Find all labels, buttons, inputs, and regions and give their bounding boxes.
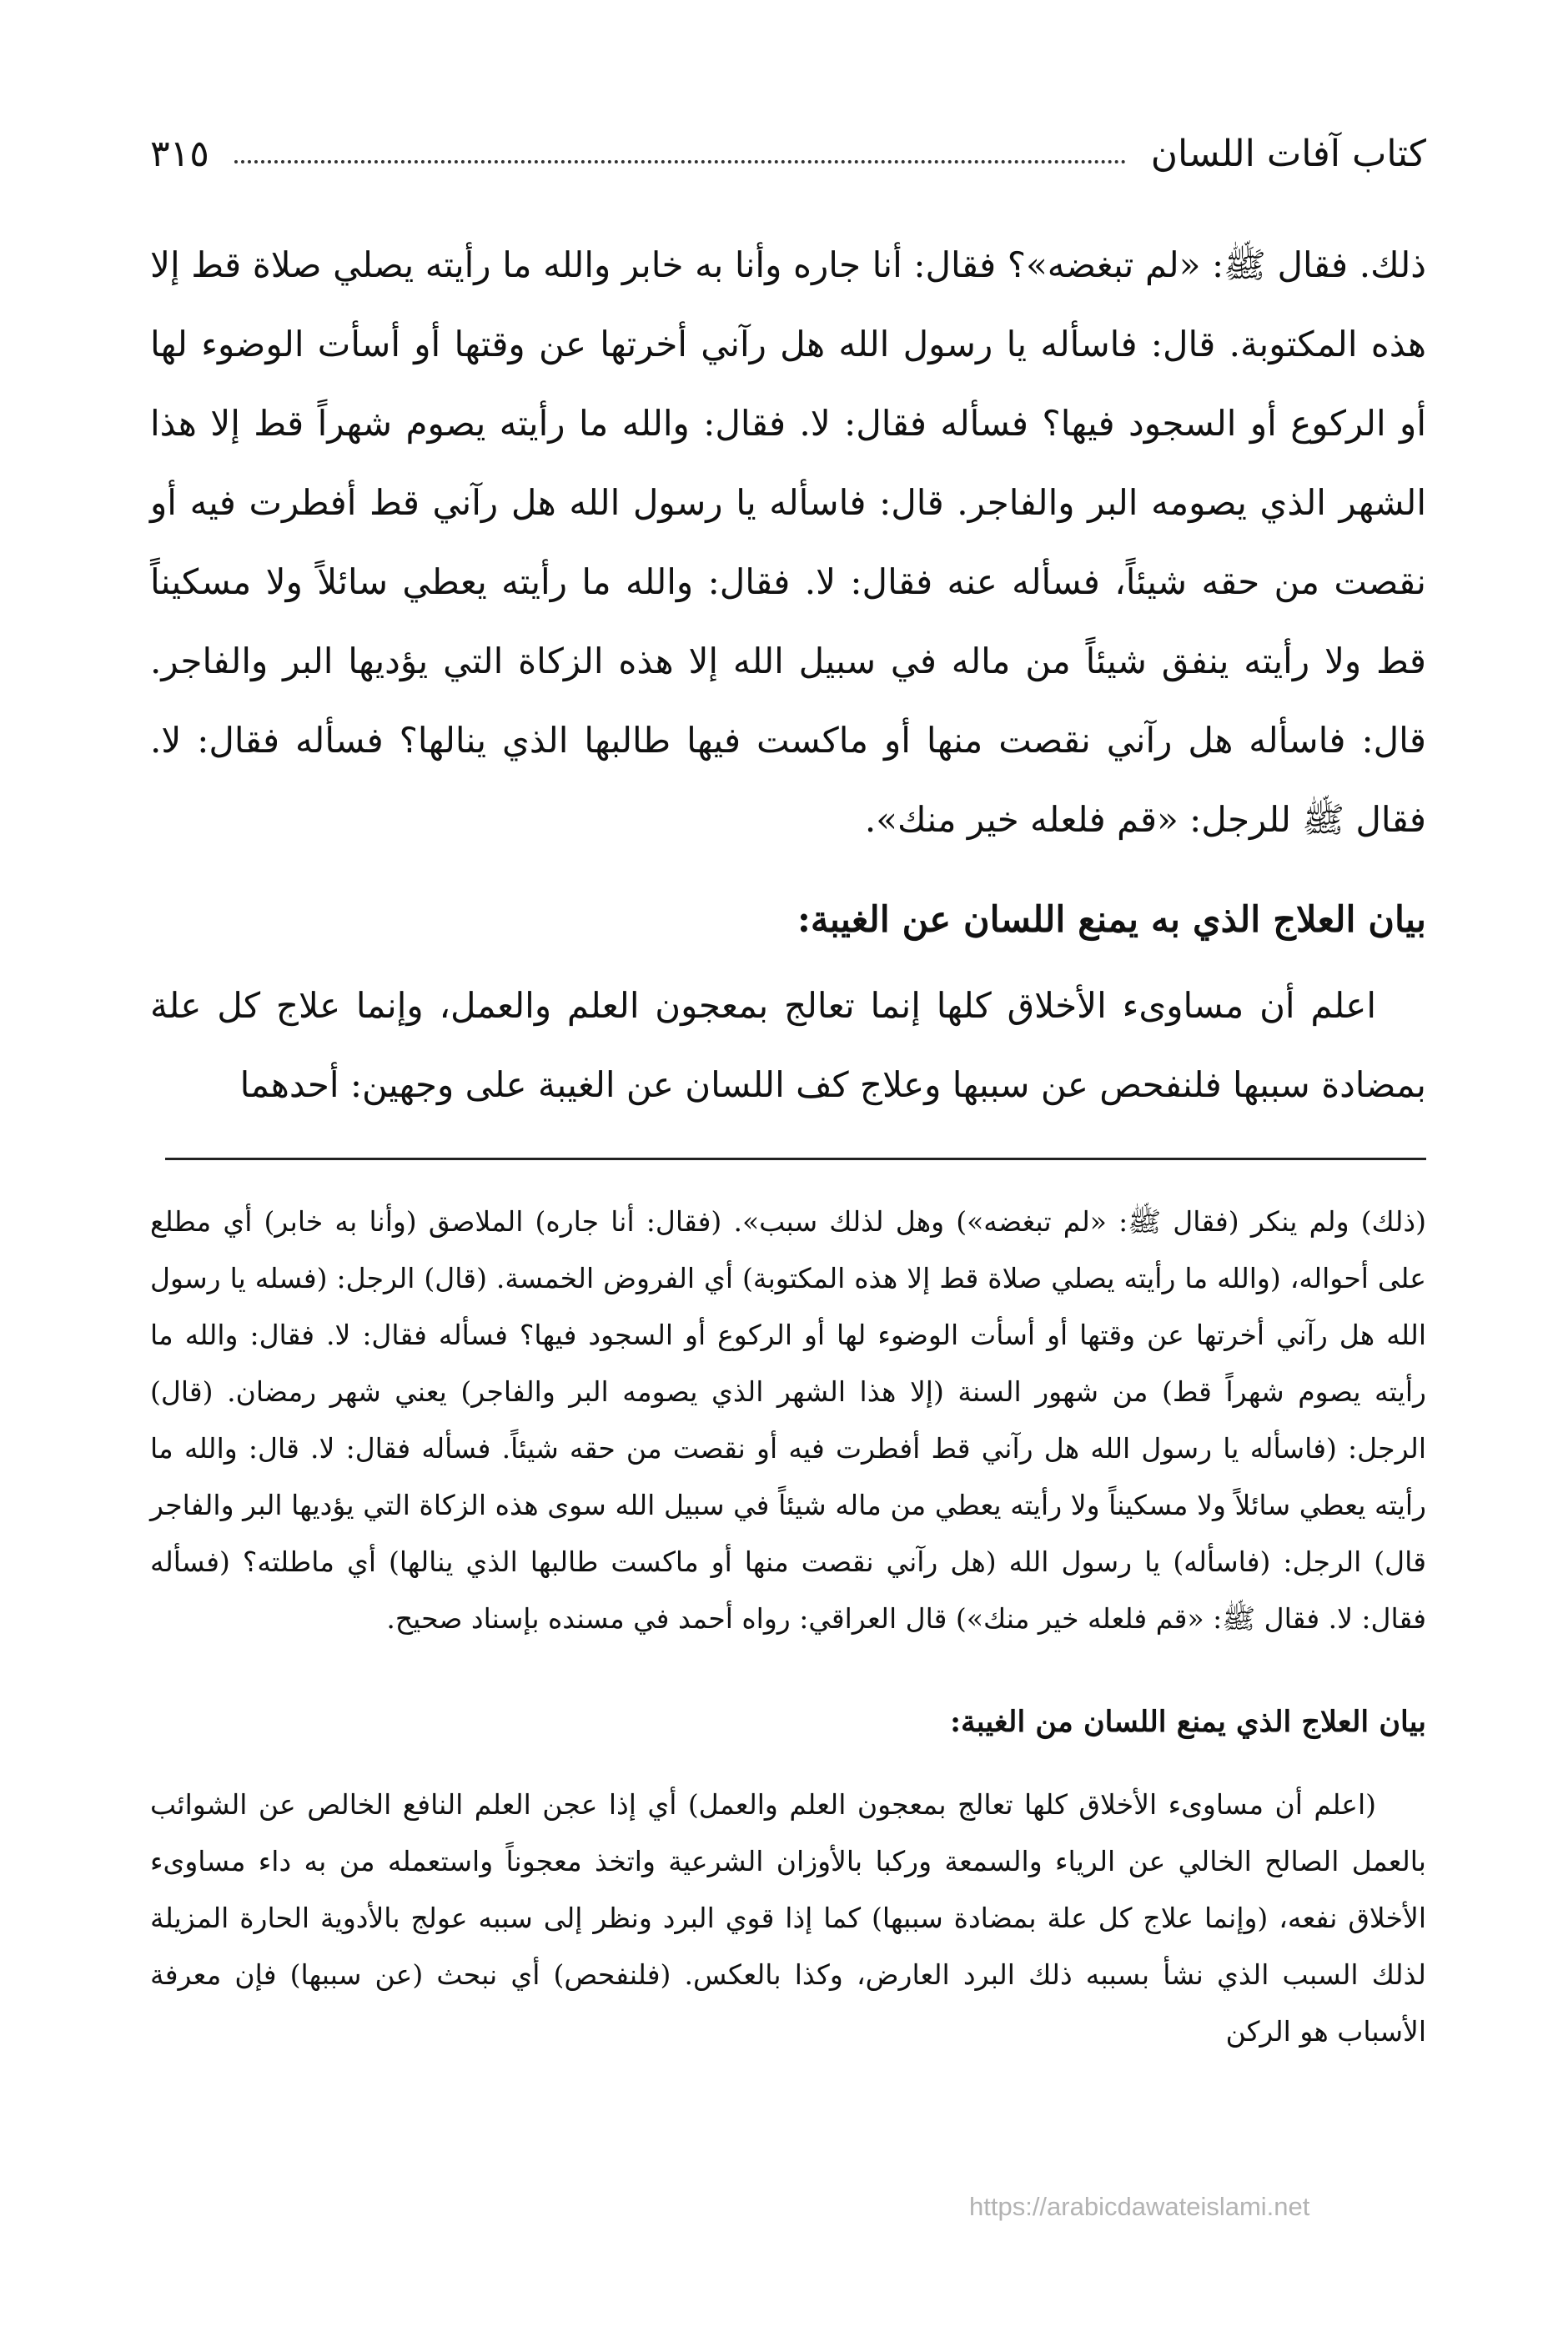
dotted-leader bbox=[234, 160, 1126, 163]
commentary-block bbox=[150, 1194, 1426, 2060]
book-page bbox=[150, 117, 1426, 2060]
commentary-paragraph: (ذلك) ولم ينكر (فقال ﷺ: «لم تبغضه») وهل لذلك سبب». (فقال: أنا جاره) الملاصق (وأنا به خابر) أي مطلع على أحواله، (والله ما رأيته يصلي صلاة قط إلا هذه المكتوبة) أي الفروض الخمسة. (قال) الرجل: (فسله يا رسول الله هل رآني أخرتها عن وقتها أو أسأت الوضوء لها أو الركوع أو السجود فيها؟ فسأله فقال: لا. فقال: والله ما رأيته يصوم شهراً قط) من شهور السنة (إلا هذا الشهر الذي يصومه البر والفاجر) يعني شهر رمضان. (قال) الرجل: (فاسأله يا رسول الله هل رآني قط أفطرت فيه أو نقصت من حقه شيئاً. فسأله فقال: لا. قال: والله ما رأيته يعطي سائلاً ولا مسكيناً ولا رأيته يعطي من ماله شيئاً في سبيل الله سوى هذه الزكاة التي يؤديها البر والفاجر قال) الرجل: (فاسأله) يا رسول الله (هل رآني نقصت منها أو ماكست طالبها الذي ينالها) أي ماطلته؟ (فسأله فقال: لا. فقال ﷺ: «قم فلعله خير منك») قال العراقي: رواه أحمد في مسنده بإسناد صحيح. bbox=[150, 1205, 1426, 1635]
running-header bbox=[150, 117, 1426, 175]
footnote-divider bbox=[165, 1158, 1426, 1160]
main-paragraph: ذلك. فقال ﷺ: «لم تبغضه»؟ فقال: أنا جاره وأنا به خابر والله ما رأيته يصلي صلاة قط إلا هذه المكتوبة. قال: فاسأله يا رسول الله هل رآني أخرتها عن وقتها أو أسأت الوضوء لها أو الركوع أو السجود فيها؟ فسأله فقال: لا. فقال: والله ما رأيته يصوم شهراً قط إلا هذا الشهر الذي يصومه البر والفاجر. قال: فاسأله يا رسول الله هل رآني قط أفطرت فيه أو نقصت من حقه شيئاً، فسأله عنه فقال: لا. فقال: والله ما رأيته يعطي سائلاً ولا مسكيناً قط ولا رأيته ينفق شيئاً من ماله في سبيل الله إلا هذه الزكاة التي يؤديها البر والفاجر. قال: فاسأله هل رآني نقصت منها أو ماكست فيها طالبها الذي ينالها؟ فسأله فقال: لا. فقال ﷺ للرجل: «قم فلعله خير منك». bbox=[150, 244, 1426, 840]
commentary-section-heading: بيان العلاج الذي يمنع اللسان من الغيبة: bbox=[950, 1705, 1426, 1739]
chapter-title: كتاب آفات اللسان bbox=[1150, 133, 1426, 175]
commentary-paragraph: (اعلم أن مساوىء الأخلاق كلها تعالج بمعجون العلم والعمل) أي إذا عجن العلم النافع الخالص عن الشوائب بالعمل الصالح الخالي عن الرياء والسمعة وركبا بالأوزان الشرعية واتخذ معجوناً واستعمله من به داء مساوىء الأخلاق نفعه، (وإنما علاج كل علة بمضادة سببها) كما إذا قوي البرد ونظر إلى سببه عولج بالأدوية الحارة المزيلة لذلك السبب الذي نشأ بسببه ذلك البرد العارض، وكذا بالعكس. (فلنفحص) أي نبحث (عن سببها) فإن معرفة الأسباب هو الركن bbox=[150, 1788, 1426, 2048]
main-section-heading: بيان العلاج الذي به يمنع اللسان عن الغيبة: bbox=[797, 899, 1426, 941]
main-text-block bbox=[150, 225, 1426, 1124]
main-paragraph: اعلم أن مساوىء الأخلاق كلها إنما تعالج بمعجون العلم والعمل، وإنما علاج كل علة بمضادة سببها فلنفحص عن سببها وعلاج كف اللسان عن الغيبة على وجهين: أحدهما bbox=[150, 985, 1426, 1105]
site-watermark: https://arabicdawateislami.net bbox=[969, 2192, 1310, 2221]
page-number: ٣١٥ bbox=[150, 133, 209, 175]
